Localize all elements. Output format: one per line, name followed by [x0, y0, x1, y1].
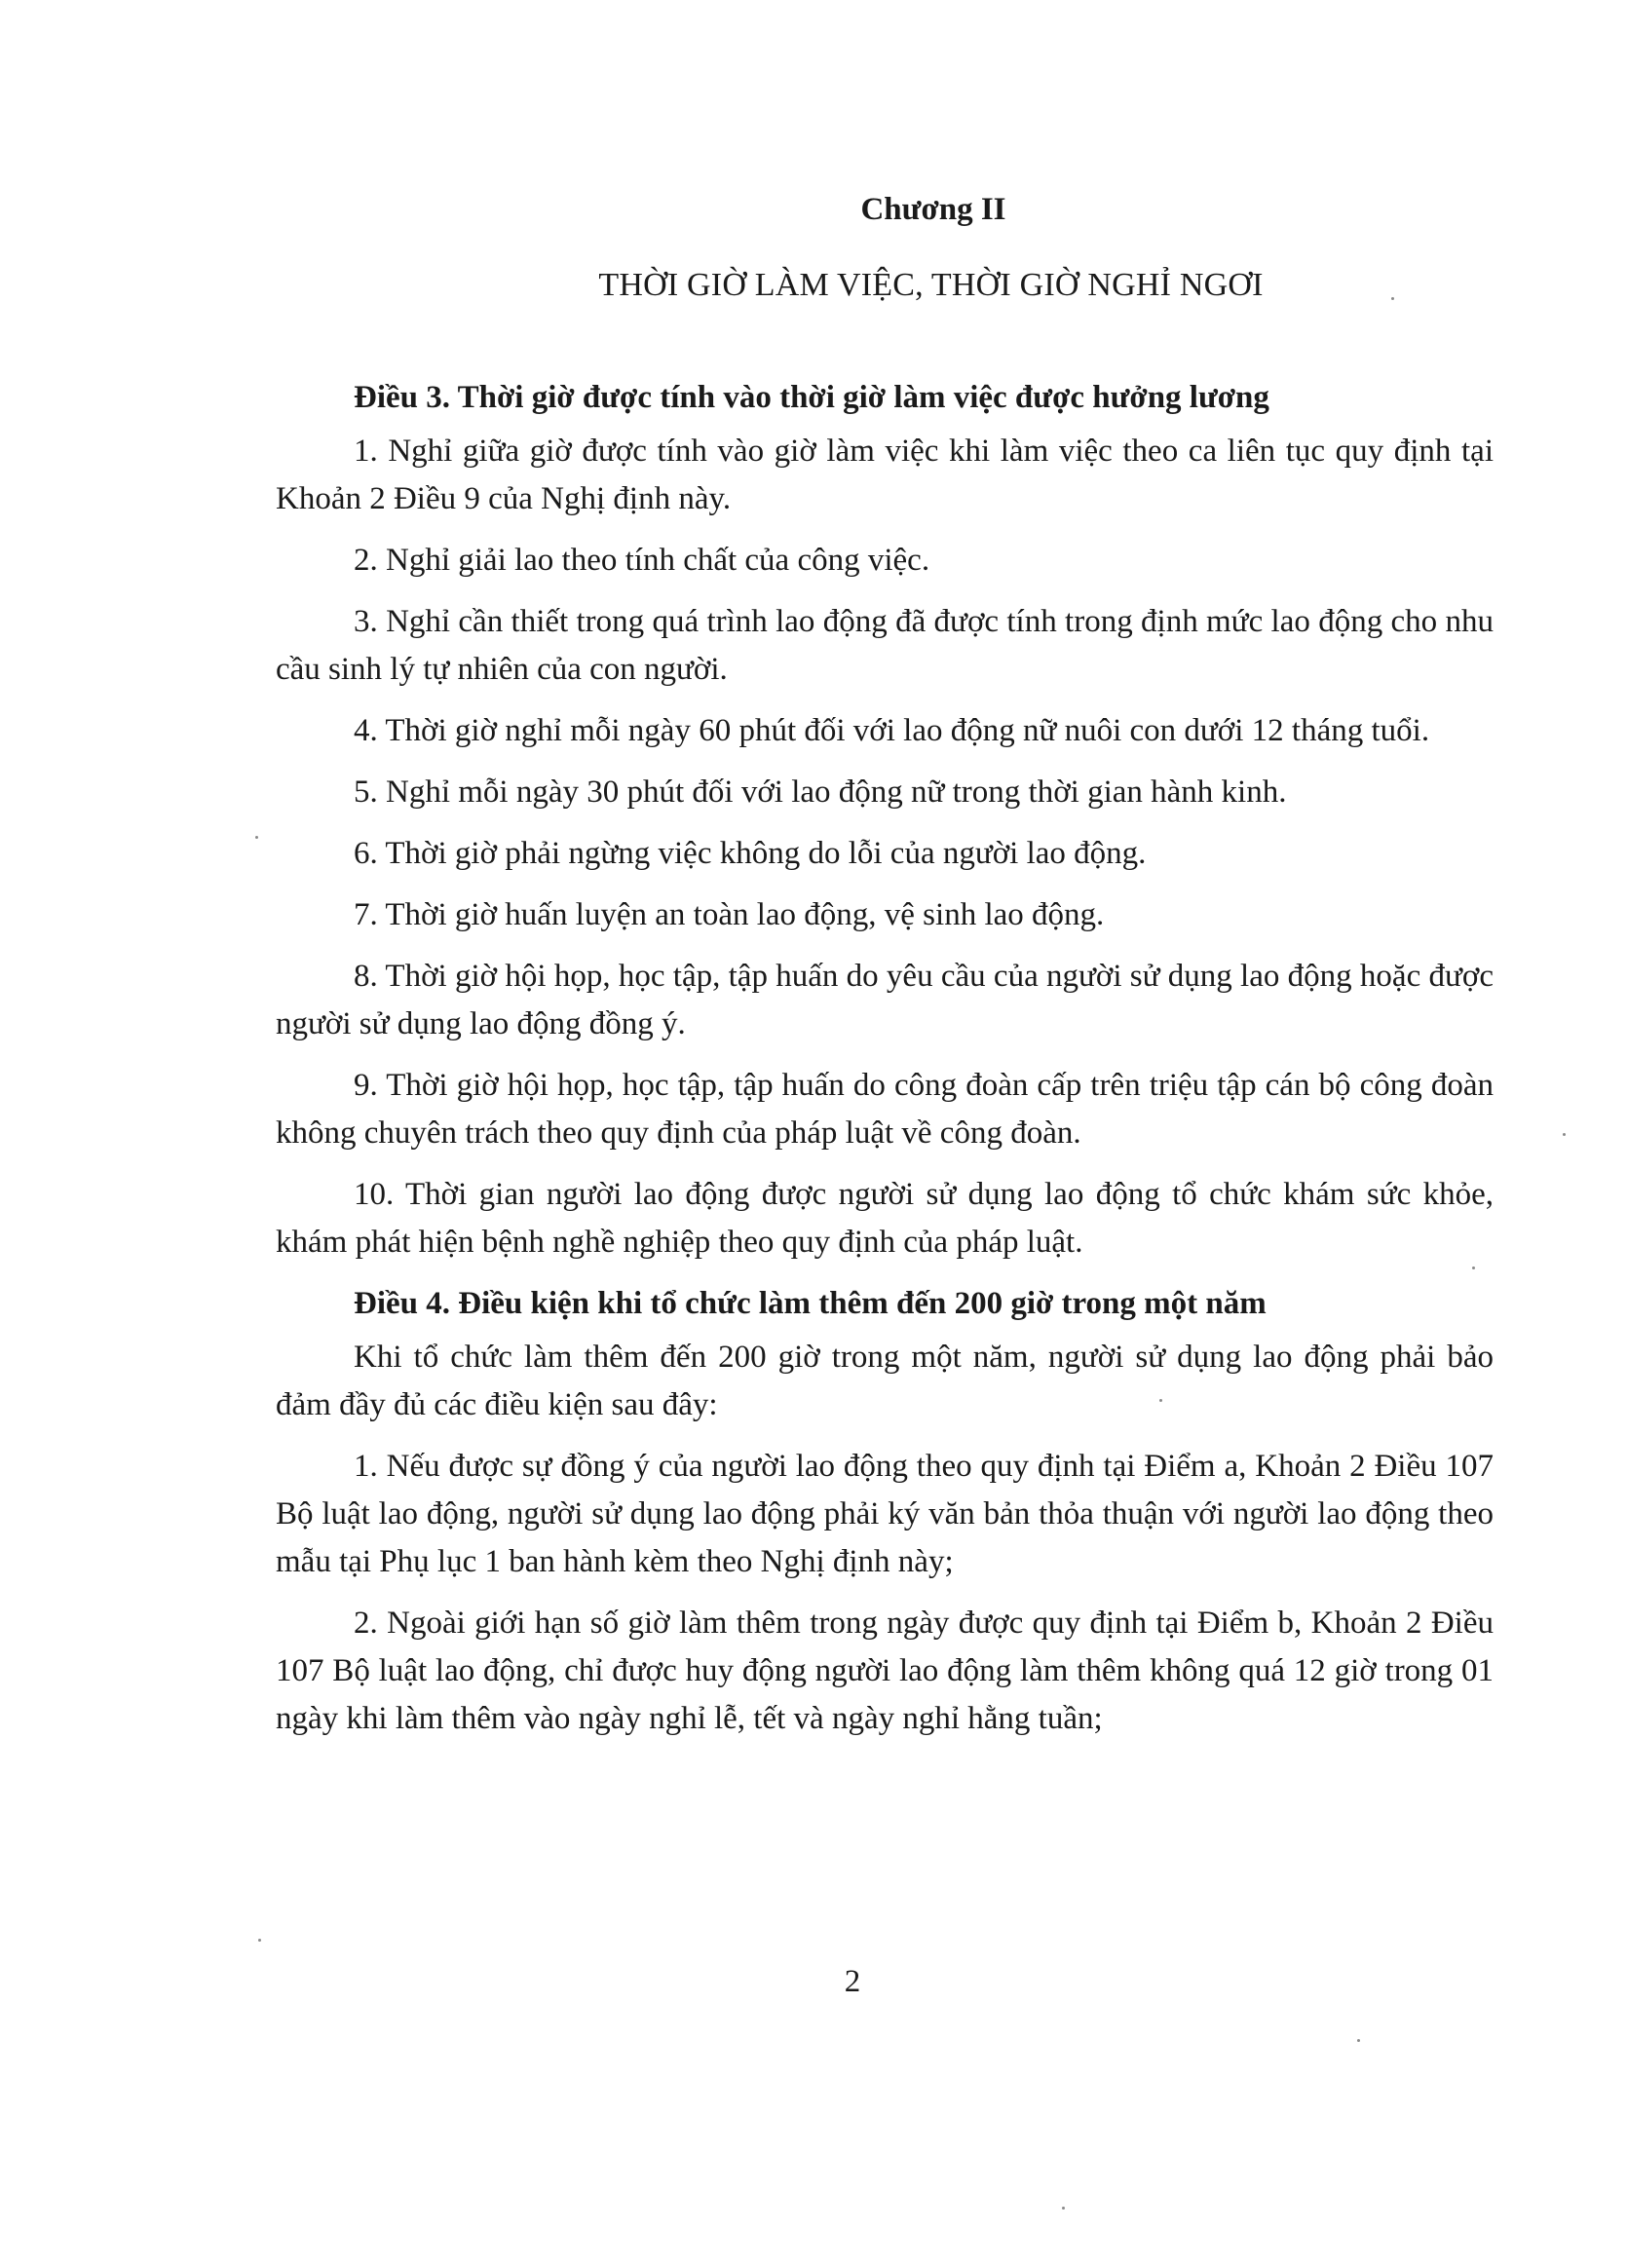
- article-3-item-5: 5. Nghỉ mỗi ngày 30 phút đối với lao động nữ trong thời gian hành kinh.: [354, 775, 1287, 810]
- article-3-item-8: 8. Thời giờ hội họp, học tập, tập huấn do yêu cầu của người sử dụng lao động hoặc được người sử dụng lao động đồng ý.: [276, 959, 1494, 1041]
- scan-speck: [1391, 297, 1394, 300]
- scan-speck: [255, 836, 258, 839]
- article-3-item-3: 3. Nghỉ cần thiết trong quá trình lao động đã được tính trong định mức lao động cho nhu cầu sinh lý tự nhiên của con người.: [276, 604, 1494, 687]
- article-4-item-1: 1. Nếu được sự đồng ý của người lao động theo quy định tại Điểm a, Khoản 2 Điều 107 Bộ luật lao động, người sử dụng lao động phải ký văn bản thỏa thuận với người lao động theo mẫu tại Phụ lục 1 ban hành kèm theo Nghị định này;: [276, 1449, 1494, 1579]
- scan-speck: [1062, 2207, 1065, 2210]
- article-4-item-2: 2. Ngoài giới hạn số giờ làm thêm trong ngày được quy định tại Điểm b, Khoản 2 Điều 107 Bộ luật lao động, chỉ được huy động người lao động làm thêm không quá 12 giờ trong 01 ngày khi làm thêm vào ngày nghỉ lễ, tết và ngày nghỉ hằng tuần;: [276, 1606, 1494, 1736]
- article-3-item-7: 7. Thời giờ huấn luyện an toàn lao động, vệ sinh lao động.: [354, 897, 1105, 932]
- scan-speck: [258, 1939, 261, 1942]
- scan-speck: [1357, 2039, 1360, 2042]
- article-3-item-6: 6. Thời giờ phải ngừng việc không do lỗi của người lao động.: [354, 836, 1147, 871]
- page-number: 2: [844, 1964, 861, 1999]
- scan-speck: [1563, 1133, 1566, 1136]
- article-3-item-9: 9. Thời giờ hội họp, học tập, tập huấn do công đoàn cấp trên triệu tập cán bộ công đoàn không chuyên trách theo quy định của pháp luật về công đoàn.: [276, 1068, 1494, 1151]
- chapter-subtitle: THỜI GIỜ LÀM VIỆC, THỜI GIỜ NGHỈ NGƠI: [598, 267, 1264, 303]
- scan-speck: [1159, 1399, 1162, 1402]
- article-4-intro: Khi tổ chức làm thêm đến 200 giờ trong một năm, người sử dụng lao động phải bảo đảm đầy đủ các điều kiện sau đây:: [276, 1340, 1494, 1422]
- article-3-item-10: 10. Thời gian người lao động được người sử dụng lao động tổ chức khám sức khỏe, khám phát hiện bệnh nghề nghiệp theo quy định của pháp luật.: [276, 1177, 1494, 1260]
- article-3-item-2: 2. Nghỉ giải lao theo tính chất của công việc.: [354, 543, 930, 578]
- article-4-heading: Điều 4. Điều kiện khi tổ chức làm thêm đến 200 giờ trong một năm: [354, 1286, 1267, 1321]
- chapter-title: Chương II: [860, 192, 1006, 227]
- page-content: [276, 185, 1494, 1743]
- scan-speck: [1472, 1266, 1475, 1269]
- article-3-item-1: 1. Nghỉ giữa giờ được tính vào giờ làm việc khi làm việc theo ca liên tục quy định tại Khoản 2 Điều 9 của Nghị định này.: [276, 434, 1494, 516]
- article-3-heading: Điều 3. Thời giờ được tính vào thời giờ làm việc được hưởng lương: [354, 380, 1269, 415]
- article-3-item-4: 4. Thời giờ nghỉ mỗi ngày 60 phút đối với lao động nữ nuôi con dưới 12 tháng tuổi.: [354, 713, 1430, 748]
